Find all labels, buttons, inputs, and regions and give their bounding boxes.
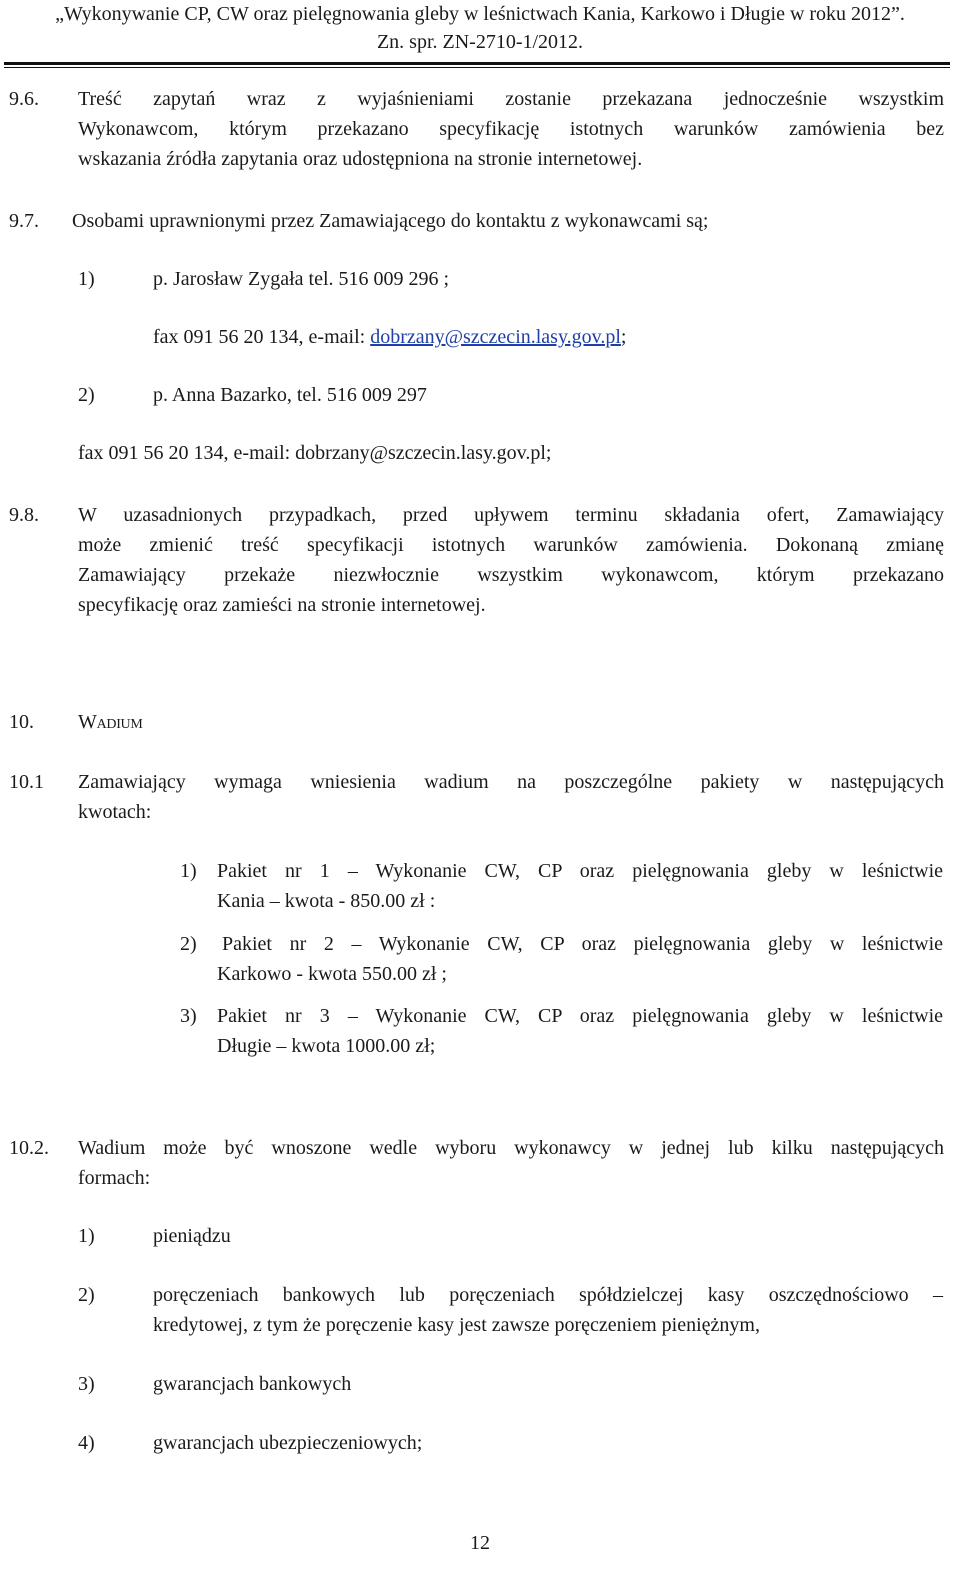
- contact-1-email-link[interactable]: dobrzany@szczecin.lasy.gov.pl: [370, 326, 621, 348]
- package-1-line-1: Pakiet nr 1 – Wykonanie CW, CP oraz pielęgnowania gleby w leśnictwie: [217, 860, 943, 882]
- contact-2-name: p. Anna Bazarko, tel. 516 009 297: [153, 384, 427, 406]
- section-number-10: 10.: [9, 711, 34, 733]
- section-9-8-line-1: W uzasadnionych przypadkach, przed upływem terminu składania ofert, Zamawiający: [78, 504, 944, 526]
- package-1-number: 1): [180, 860, 197, 882]
- section-9-7-text: Osobami uprawnionymi przez Zamawiającego do kontaktu z wykonawcami są;: [72, 210, 709, 232]
- contact-1-number: 1): [78, 268, 95, 290]
- section-9-8-line-3: Zamawiający przekaże niezwłocznie wszystkim wykonawcom, którym przekazano: [78, 564, 944, 586]
- section-number-9-7: 9.7.: [9, 210, 39, 232]
- package-2-line-1: Pakiet nr 2 – Wykonanie CW, CP oraz pielęgnowania gleby w leśnictwie: [222, 933, 943, 955]
- section-10-1-line-2: kwotach:: [78, 801, 152, 823]
- header-rule-thick: [4, 62, 950, 65]
- form-4-number: 4): [78, 1432, 95, 1454]
- contact-1-end: ;: [620, 326, 627, 348]
- contact-1-name: p. Jarosław Zygała tel. 516 009 296 ;: [153, 268, 450, 290]
- form-3-text: gwarancjach bankowych: [153, 1373, 352, 1395]
- form-1-text: pieniądzu: [153, 1225, 231, 1247]
- section-number-9-8: 9.8.: [9, 504, 39, 526]
- header-title: „Wykonywanie CP, CW oraz pielęgnowania gleby w leśnictwach Kania, Karkowo i Długie w roku 2012”.: [55, 3, 905, 25]
- form-2-line-1: poręczeniach bankowych lub poręczeniach spółdzielczej kasy oszczędnościowo –: [153, 1284, 943, 1306]
- section-9-8-line-2: może zmienić treść specyfikacji istotnych warunków zamówienia. Dokonaną zmianę: [78, 534, 944, 556]
- package-3-line-1: Pakiet nr 3 – Wykonanie CW, CP oraz pielęgnowania gleby w leśnictwie: [217, 1005, 943, 1027]
- contact-2-fax: fax 091 56 20 134, e-mail: dobrzany@szczecin.lasy.gov.pl;: [78, 442, 552, 464]
- contact-1-fax-line: [153, 322, 626, 352]
- contact-2-number: 2): [78, 384, 95, 406]
- section-number-10-1: 10.1: [9, 771, 44, 793]
- section-10-title: Wadium: [78, 711, 143, 733]
- section-number-10-2: 10.2.: [9, 1137, 49, 1159]
- package-2-number: 2): [180, 933, 197, 955]
- section-10-1-line-1: Zamawiający wymaga wniesienia wadium na poszczególne pakiety w następujących: [78, 771, 944, 793]
- section-10-2-line-2: formach:: [78, 1167, 151, 1189]
- package-1-line-2: Kania – kwota - 850.00 zł :: [217, 890, 436, 912]
- section-10-2-line-1: Wadium może być wnoszone wedle wyboru wykonawcy w jednej lub kilku następujących: [78, 1137, 944, 1159]
- section-9-6-line-1: Treść zapytań wraz z wyjaśnieniami zostanie przekazana jednocześnie wszystkim: [78, 88, 944, 110]
- header-rule-thin: [4, 67, 950, 68]
- package-3-number: 3): [180, 1005, 197, 1027]
- package-2-line-2: Karkowo - kwota 550.00 zł ;: [217, 963, 447, 985]
- section-9-6-line-3: wskazania źródła zapytania oraz udostępniona na stronie internetowej.: [78, 148, 643, 170]
- form-3-number: 3): [78, 1373, 95, 1395]
- form-1-number: 1): [78, 1225, 95, 1247]
- form-2-line-2: kredytowej, z tym że poręczenie kasy jest zawsze poręczeniem pieniężnym,: [153, 1314, 760, 1336]
- section-9-6-line-2: Wykonawcom, którym przekazano specyfikację istotnych warunków zamówienia bez: [78, 118, 944, 140]
- section-number-9-6: 9.6.: [9, 88, 39, 110]
- form-2-number: 2): [78, 1284, 95, 1306]
- contact-1-fax: fax 091 56 20 134, e-mail:: [153, 326, 371, 348]
- section-9-8-line-4: specyfikację oraz zamieści na stronie internetowej.: [78, 594, 486, 616]
- header-case-number: Zn. spr. ZN-2710-1/2012.: [376, 31, 584, 53]
- form-4-text: gwarancjach ubezpieczeniowych;: [153, 1432, 423, 1454]
- package-3-line-2: Długie – kwota 1000.00 zł;: [217, 1035, 436, 1057]
- page-number: 12: [470, 1532, 490, 1554]
